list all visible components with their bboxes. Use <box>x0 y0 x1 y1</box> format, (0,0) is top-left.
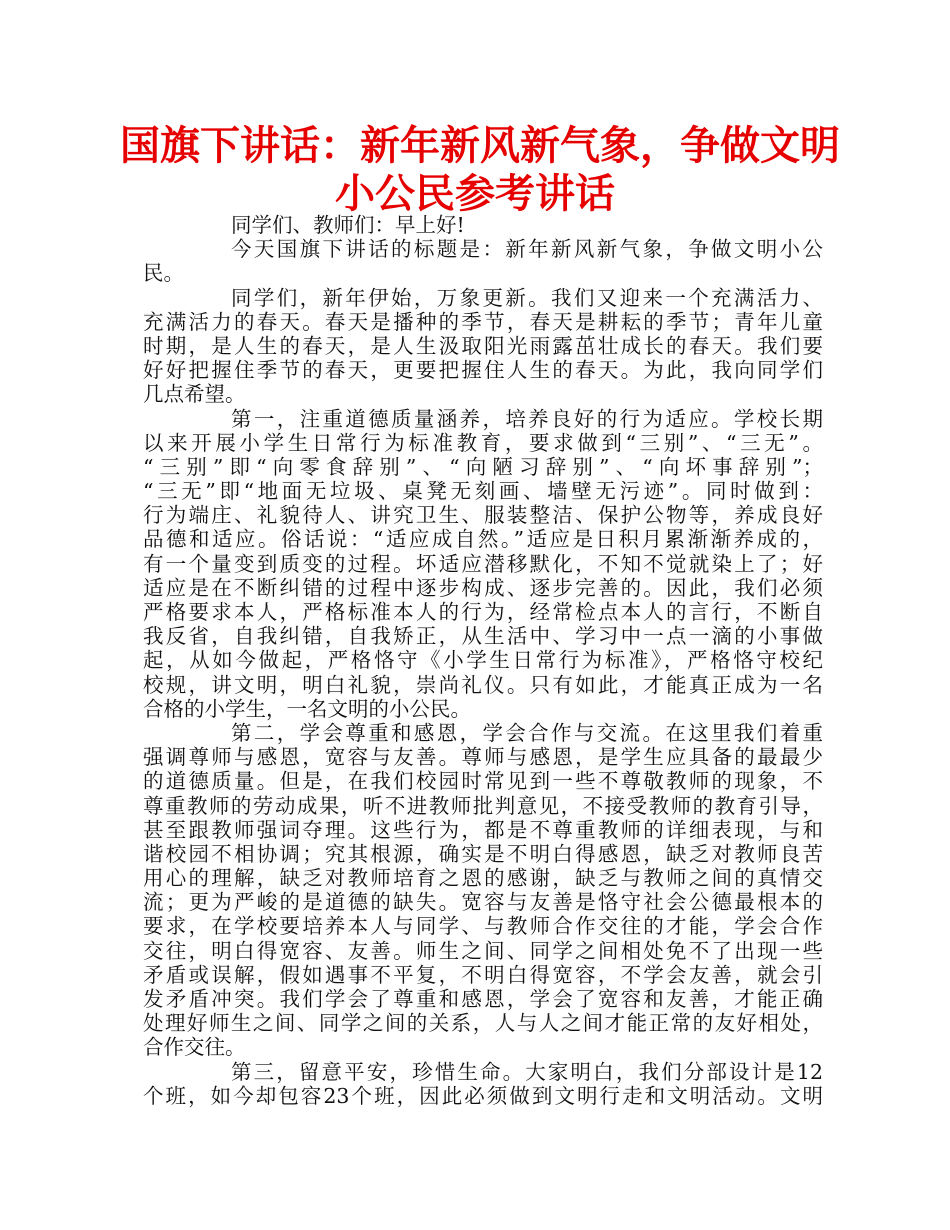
text-line: 同学们，新年伊始，万象更新。我们又迎来一个充满活力、 <box>231 285 823 310</box>
text-line: 要求，在学校要培养本人与同学、与教师合作交往的才能，学会合作 <box>143 914 823 939</box>
document-title-line-1: 国旗下讲话：新年新风新气象，争做文明 <box>120 123 840 169</box>
text-line: “三别”即“向零食辞别”、“向陋习辞别”、“向坏事辞别”； <box>143 454 823 479</box>
text-line: 合格的小学生，一名文明的小公民。 <box>143 696 471 721</box>
text-line: 同学们、教师们：早上好! <box>231 213 465 237</box>
text-line: 校规，讲文明，明白礼貌，崇尚礼仪。只有如此，才能真正成为一名 <box>143 672 823 697</box>
text-line: 好好把握住季节的春天，更要把握住人生的春天。为此，我向同学们 <box>143 358 823 383</box>
document-title-line-2: 小公民参考讲话 <box>335 171 615 217</box>
text-line: 流；更为严峻的是道德的缺失。宽容与友善是恪守社会公德最根本的 <box>143 890 823 915</box>
text-line: 合作交往。 <box>143 1035 246 1060</box>
text-line: 个班，如今却包容23个班，因此必须做到文明行走和文明活动。文明 <box>143 1083 823 1108</box>
text-line: 交往，明白得宽容、友善。师生之间、同学之间相处免不了出现一些 <box>143 938 823 963</box>
text-line: “三无”即“地面无垃圾、桌凳无刻画、墙壁无污迹”。同时做到： <box>143 479 823 504</box>
text-line: 矛盾或误解，假如遇事不平复，不明白得宽容，不学会友善，就会引 <box>143 962 823 987</box>
text-line: 处理好师生之间、同学之间的关系，人与人之间才能正常的友好相处， <box>143 1011 823 1036</box>
text-line: 起，从如今做起，严格恪守《小学生日常行为标准》，严格恪守校纪 <box>143 648 823 673</box>
text-line: 以来开展小学生日常行为标准教育，要求做到“三别”、“三无”。 <box>143 430 823 455</box>
text-line: 行为端庄、礼貌待人、讲究卫生、服装整洁、保护公物等，养成良好 <box>143 503 823 528</box>
text-line: 我反省，自我纠错，自我矫正，从生活中、学习中一点一滴的小事做 <box>143 624 823 649</box>
text-line: 第一，注重道德质量涵养，培养良好的行为适应。学校长期 <box>231 406 823 431</box>
text-line: 的道德质量。但是，在我们校园时常见到一些不尊敬教师的现象，不 <box>143 769 823 794</box>
text-line: 适应是在不断纠错的过程中逐步构成、逐步完善的。因此，我们必须 <box>143 575 823 600</box>
text-line: 第三，留意平安，珍惜生命。大家明白，我们分部设计是12 <box>231 1059 823 1084</box>
text-line: 强调尊师与感恩，宽容与友善。尊师与感恩，是学生应具备的最最少 <box>143 745 823 770</box>
text-line: 今天国旗下讲话的标题是：新年新风新气象，争做文明小公 <box>231 237 823 262</box>
text-line: 甚至跟教师强词夺理。这些行为，都是不尊重教师的详细表现，与和 <box>143 817 823 842</box>
text-line: 用心的理解，缺乏对教师培育之恩的感谢，缺乏与教师之间的真情交 <box>143 866 823 891</box>
text-line: 严格要求本人，严格标准本人的行为，经常检点本人的言行，不断自 <box>143 600 823 624</box>
text-line: 充满活力的春天。春天是播种的季节，春天是耕耘的季节；青年儿童 <box>143 309 823 334</box>
text-line: 尊重教师的劳动成果，听不进教师批判意见，不接受教师的教育引导， <box>143 793 823 818</box>
text-line: 发矛盾冲突。我们学会了尊重和感恩，学会了宽容和友善，才能正确 <box>143 987 823 1011</box>
text-line: 有一个量变到质变的过程。坏适应潜移默化，不知不觉就染上了；好 <box>143 551 823 576</box>
document-body <box>143 213 823 1108</box>
text-line: 时期，是人生的春天，是人生汲取阳光雨露茁壮成长的春天。我们要 <box>143 333 823 358</box>
text-line: 品德和适应。俗话说：“适应成自然。”适应是日积月累渐渐养成的， <box>143 527 823 552</box>
text-line: 第二，学会尊重和感恩，学会合作与交流。在这里我们着重 <box>231 720 823 745</box>
text-line: 谐校园不相协调；究其根源，确实是不明白得感恩，缺乏对教师良苦 <box>143 841 823 866</box>
text-line: 民。 <box>143 261 184 286</box>
text-line: 几点希望。 <box>143 382 246 407</box>
